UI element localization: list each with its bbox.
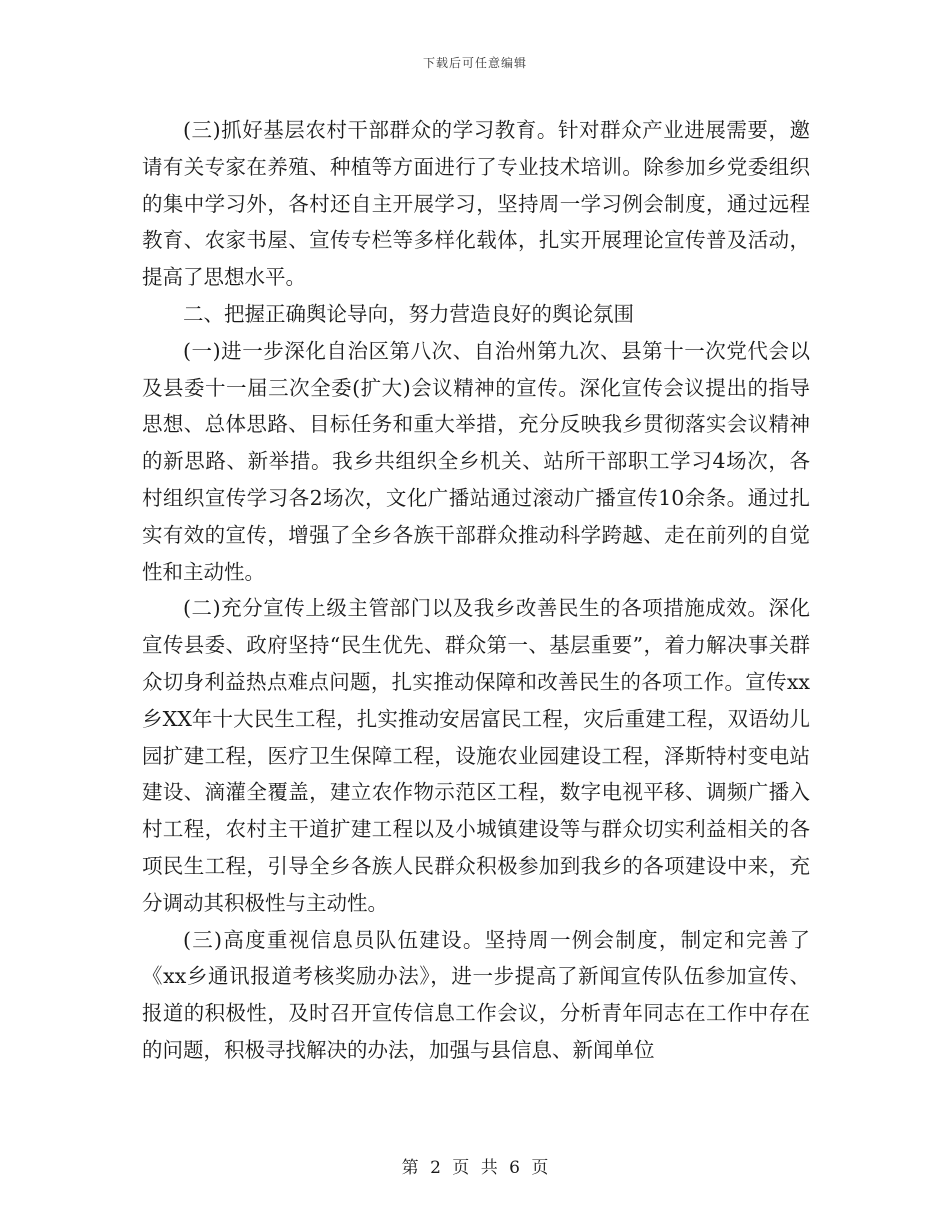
section-heading-public-opinion: 二、把握正确舆论导向，努力营造良好的舆论氛围 <box>183 301 634 326</box>
paragraph-congress-spirit: (一)进一步深化自治区第八次、自治州第九次、县第十一次党代会以及县委十一届三次全委(扩大)会议精神的宣传。深化宣传会议提出的指导思想、总体思路、目标任务和重大举措，充分反映我乡贯彻落实会议精神的新思路、新举措。我乡共组织全乡机关、站所干部职工学习4场次，各村组织宣传学习各2场次，文化广播站通过滚动广播宣传10余条。通过扎实有效的宣传，增强了全乡各族干部群众推动科学跨越、走在前列的自觉性和主动性。 <box>142 338 810 584</box>
page-number-footer: 第 2 页 共 6 页 <box>401 1158 549 1178</box>
paragraph-grassroots-education: (三)抓好基层农村干部群众的学习教育。针对群众产业进展需要，邀请有关专家在养殖、种植等方面进行了专业技术培训。除参加乡党委组织的集中学习外，各村还自主开展学习，坚持周一学习例会制度，通过远程教育、农家书屋、宣传专栏等多样化载体，扎实开展理论宣传普及活动，提高了思想水平。 <box>142 118 810 290</box>
paragraph-information-staff: (三)高度重视信息员队伍建设。坚持周一例会制度，制定和完善了《xx乡通讯报道考核奖励办法》，进一步提高了新闻宣传队伍参加宣传、报道的积极性，及时召开宣传信息工作会议，分析青年同志在工作中存在的问题，积极寻找解决的办法，加强与县信息、新闻单位 <box>142 927 810 1062</box>
document-body <box>142 112 810 1069</box>
paragraph-livelihood-measures: (二)充分宣传上级主管部门以及我乡改善民生的各项措施成效。深化宣传县委、政府坚持“民生优先、群众第一、基层重要”，着力解决事关群众切身利益热点难点问题，扎实推动保障和改善民生的各项工作。宣传xx乡XX年十大民生工程，扎实推动安居富民工程，灾后重建工程，双语幼儿园扩建工程，医疗卫生保障工程，设施农业园建设工程，泽斯特村变电站建设、滴灌全覆盖，建立农作物示范区工程，数字电视平移、调频广播入村工程，农村主干道扩建工程以及小城镇建设等与群众切实利益相关的各项民生工程，引导全乡各族人民群众积极参加到我乡的各项建设中来，充分调动其积极性与主动性。 <box>142 596 810 915</box>
page-header-note: 下载后可任意编辑 <box>422 56 527 70</box>
